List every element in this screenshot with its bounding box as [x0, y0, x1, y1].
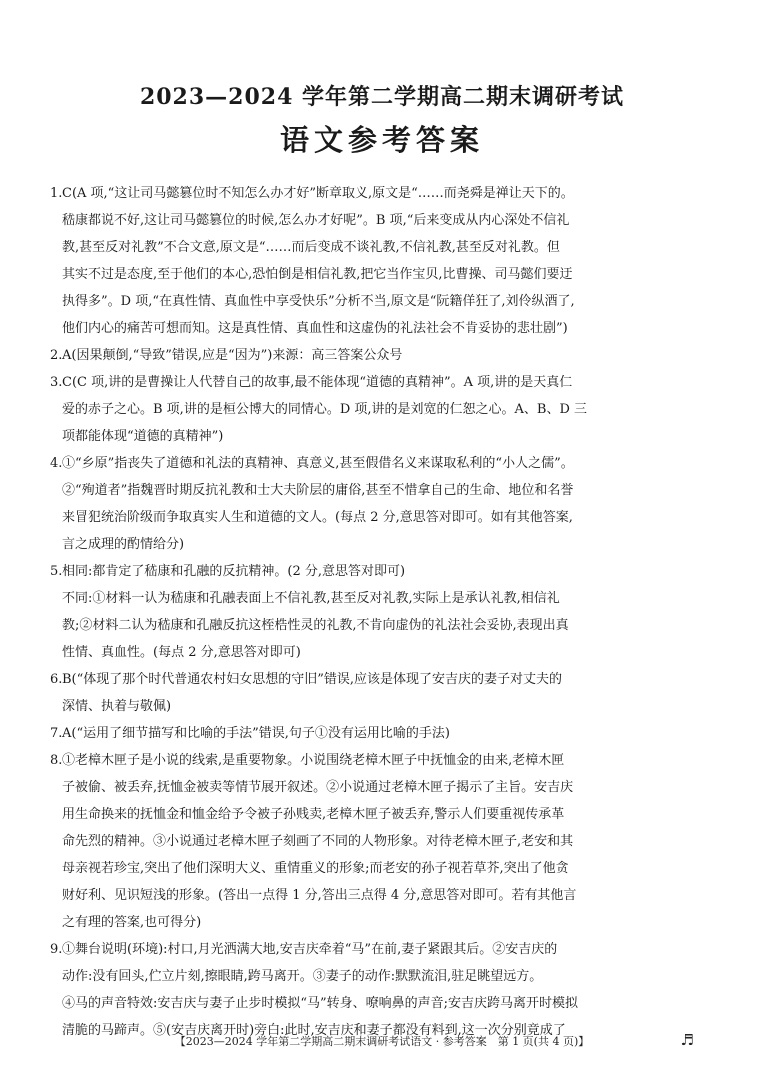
answer-number: 7. — [50, 726, 63, 741]
answer-line: 教;②材料二认为嵇康和孔融反抗这桎梏性灵的礼教,不肯向虚伪的礼法社会妥协,表现出真 — [62, 618, 569, 633]
answer-line: C(C 项,讲的是曹操让人代替自己的故事,最不能体现“道德的真精神”。A 项,讲的是天真仁 — [62, 375, 573, 390]
answer-item — [50, 666, 714, 720]
answer-line: 来冒犯统治阶级而争取真实人生和道德的文人。(每点 2 分,意思答对即可。如有其他答案, — [62, 510, 573, 525]
answer-number: 1. — [50, 186, 63, 201]
answer-line: 财好利、见识短浅的形象。(答出一点得 1 分,答出三点得 4 分,意思答对即可。若有其他言 — [62, 888, 577, 903]
answer-line: ①“乡原”指丧失了道德和礼法的真精神、真意义,甚至假借名义来谋取私利的“小人之儒”。 — [62, 456, 574, 471]
answer-item — [50, 450, 714, 558]
answer-number: 5. — [50, 564, 63, 579]
answer-line: 执得多”。D 项,“在真性情、真血性中享受快乐”分析不当,原文是“阮籍佯狂了,刘伶纵酒了, — [62, 294, 575, 309]
answer-line: 相同:都肯定了嵇康和孔融的反抗精神。(2 分,意思答对即可) — [62, 564, 406, 579]
corner-mark-icon: ♬ — [680, 1031, 694, 1049]
answer-line: 不同:①材料一认为嵇康和孔融表面上不信礼教,甚至反对礼教,实际上是承认礼教,相信礼 — [62, 591, 560, 606]
answer-line: 之有理的答案,也可得分) — [62, 915, 202, 930]
answer-item — [50, 720, 714, 747]
answer-number: 4. — [50, 456, 63, 471]
answer-line: 清脆的马蹄声。⑤(安吉庆离开时)旁白:此时,安吉庆和妻子都没有料到,这一次分别竟成了 — [62, 1023, 566, 1038]
page-title: 2023—2024 学年第二学期高二期末调研考试 — [139, 84, 625, 110]
answer-line: B(“体现了那个时代普通农村妇女思想的守旧”错误,应该是体现了安吉庆的妻子对丈夫的 — [62, 672, 563, 687]
answer-line: 爱的赤子之心。B 项,讲的是桓公博大的同情心。D 项,讲的是刘宽的仁恕之心。A、B、D 三 — [62, 402, 588, 417]
answer-line: A(因果颠倒,“导致”错误,应是“因为”)来源：高三答案公众号 — [62, 348, 403, 363]
footer-text: 【2023—2024 学年第二学期高二期末调研考试语文 · 参考答案 第 1 页(共 4 页)】 — [174, 1035, 590, 1048]
answer-item — [50, 747, 714, 936]
answer-line: 性情、真血性。(每点 2 分,意思答对即可) — [62, 645, 301, 660]
answer-line: 子被偷、被丢弃,抚恤金被卖等情节展开叙述。②小说通过老樟木匣子揭示了主旨。安吉庆 — [62, 780, 574, 795]
answer-line: 教,甚至反对礼教”不合文意,原文是“……而后变成不谈礼教,不信礼教,甚至反对礼教。但 — [62, 240, 560, 255]
answer-line: 他们内心的痛苦可想而知。这是真性情、真血性和这虚伪的礼法社会不肯妥协的悲壮剧”) — [62, 321, 568, 336]
answer-item — [50, 369, 714, 450]
page-footer — [0, 1033, 764, 1049]
answer-line: 其实不过是态度,至于他们的本心,恐怕倒是相信礼教,把它当作宝贝,比曹操、司马懿们要迂 — [62, 267, 573, 282]
answer-line: 言之成理的酌情给分) — [62, 537, 185, 552]
answer-line: 用生命换来的抚恤金和恤金给予令被子孙贱卖,老樟木匣子被丢弃,警示人们要重视传承革 — [62, 807, 565, 822]
answer-line: C(A 项,“这让司马懿篡位时不知怎么办才好”断章取义,原文是“……而尧舜是禅让天下的。 — [62, 186, 574, 201]
answer-item — [50, 342, 714, 369]
answer-number: 3. — [50, 375, 63, 390]
answer-item — [50, 180, 714, 342]
answer-number: 2. — [50, 348, 63, 363]
answer-line: A(“运用了细节描写和比喻的手法”错误,句子①没有运用比喻的手法) — [62, 726, 450, 741]
answer-item — [50, 936, 714, 1044]
answer-number: 9. — [50, 942, 63, 957]
answer-item — [50, 558, 714, 666]
answer-line: ④马的声音特效:安吉庆与妻子止步时模拟“马”转身、嘹响鼻的声音;安吉庆跨马离开时模拟 — [62, 996, 579, 1011]
answer-line: 项都能体现“道德的真精神”) — [62, 429, 224, 444]
answer-line: ①舞台说明(环境):村口,月光洒满大地,安吉庆牵着“马”在前,妻子紧跟其后。②安吉庆的 — [62, 942, 558, 957]
answer-line: 嵇康都说不好,这让司马懿篡位的时候,怎么办才好呢”。B 项,“后来变成从内心深处不信礼 — [62, 213, 570, 228]
answer-line: ②“殉道者”指魏晋时期反抗礼教和士大夫阶层的庸俗,甚至不惜拿自己的生命、地位和名誉 — [62, 483, 574, 498]
answer-list — [50, 180, 714, 1044]
answer-line: 动作:没有回头,伫立片刻,擦眼睛,跨马离开。③妻子的动作:默默流泪,驻足眺望远方。 — [62, 969, 543, 984]
answer-line: 深情、执着与敬佩) — [62, 699, 172, 714]
answer-line: ①老樟木匣子是小说的线索,是重要物象。小说围绕老樟木匣子中抚恤金的由来,老樟木匣 — [62, 753, 565, 768]
answer-line: 母亲视若珍宝,突出了他们深明大义、重情重义的形象;而老安的孙子视若草芥,突出了他贪 — [62, 861, 569, 876]
answer-line: 命先烈的精神。③小说通过老樟木匣子刻画了不同的人物形象。对待老樟木匣子,老安和其 — [62, 834, 574, 849]
answer-number: 8. — [50, 753, 63, 768]
page-subtitle: 语文参考答案 — [279, 123, 484, 157]
answer-number: 6. — [50, 672, 63, 687]
